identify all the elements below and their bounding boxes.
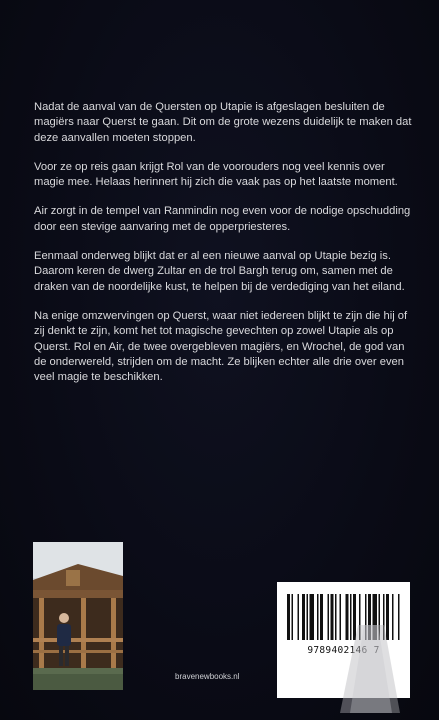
publisher-label: bravenewbooks.nl: [175, 672, 240, 681]
blurb-text: [34, 100, 414, 399]
blurb-paragraph-4: Eenmaal onderweg blijkt dat er al een nieuwe aanval op Utapie bezig is. Daarom keren de dwerg Zultar en de trol Bargh terug om, samen met de draken van de noordelijke kust, te helpen bij de verdediging van het eiland.: [34, 250, 405, 293]
blurb-paragraph-5: Na enige omzwervingen op Querst, waar niet iedereen blijkt te zijn die hij of zij denkt te zijn, komt het tot magische gevechten op zowel Utapie als op Querst. Rol en Air, de twee overgebleven magiërs, en Wrochel, de god van de onderwereld, strijden om de macht. Ze blijken echter alle drie over even veel magie te beschikken.: [34, 309, 408, 384]
barcode-bar: [310, 594, 315, 640]
barcode-bar: [317, 594, 319, 640]
barcode-bar: [298, 594, 300, 640]
barcode-digits: 9789402146 7: [307, 645, 380, 656]
author-photo: [33, 542, 123, 690]
barcode-bar: [307, 594, 309, 640]
barcode-bar: [320, 594, 323, 640]
barcode-bar: [287, 594, 290, 640]
barcode-bar: [328, 594, 330, 640]
blurb-paragraph-2: Voor ze op reis gaan krijgt Rol van de voorouders nog veel kennis over magie mee. Helaas herinnert hij zich die vaak pas op het laatste moment.: [34, 160, 398, 189]
blurb-paragraph-3: Air zorgt in de tempel van Ranmindin nog even voor de nodige opschudding door een stevige aanvaring met de opperpriesteres.: [34, 205, 411, 233]
blurb-paragraph-1: Nadat de aanval van de Quersten op Utapie is afgeslagen besluiten de magiërs naar Querst te gaan. Dit om de grote wezens duidelijk te maken dat deze aanvallen moeten stoppen.: [34, 101, 412, 144]
barcode-bar: [292, 594, 294, 640]
watermark-logo: [330, 625, 400, 713]
barcode-bar: [302, 594, 305, 640]
